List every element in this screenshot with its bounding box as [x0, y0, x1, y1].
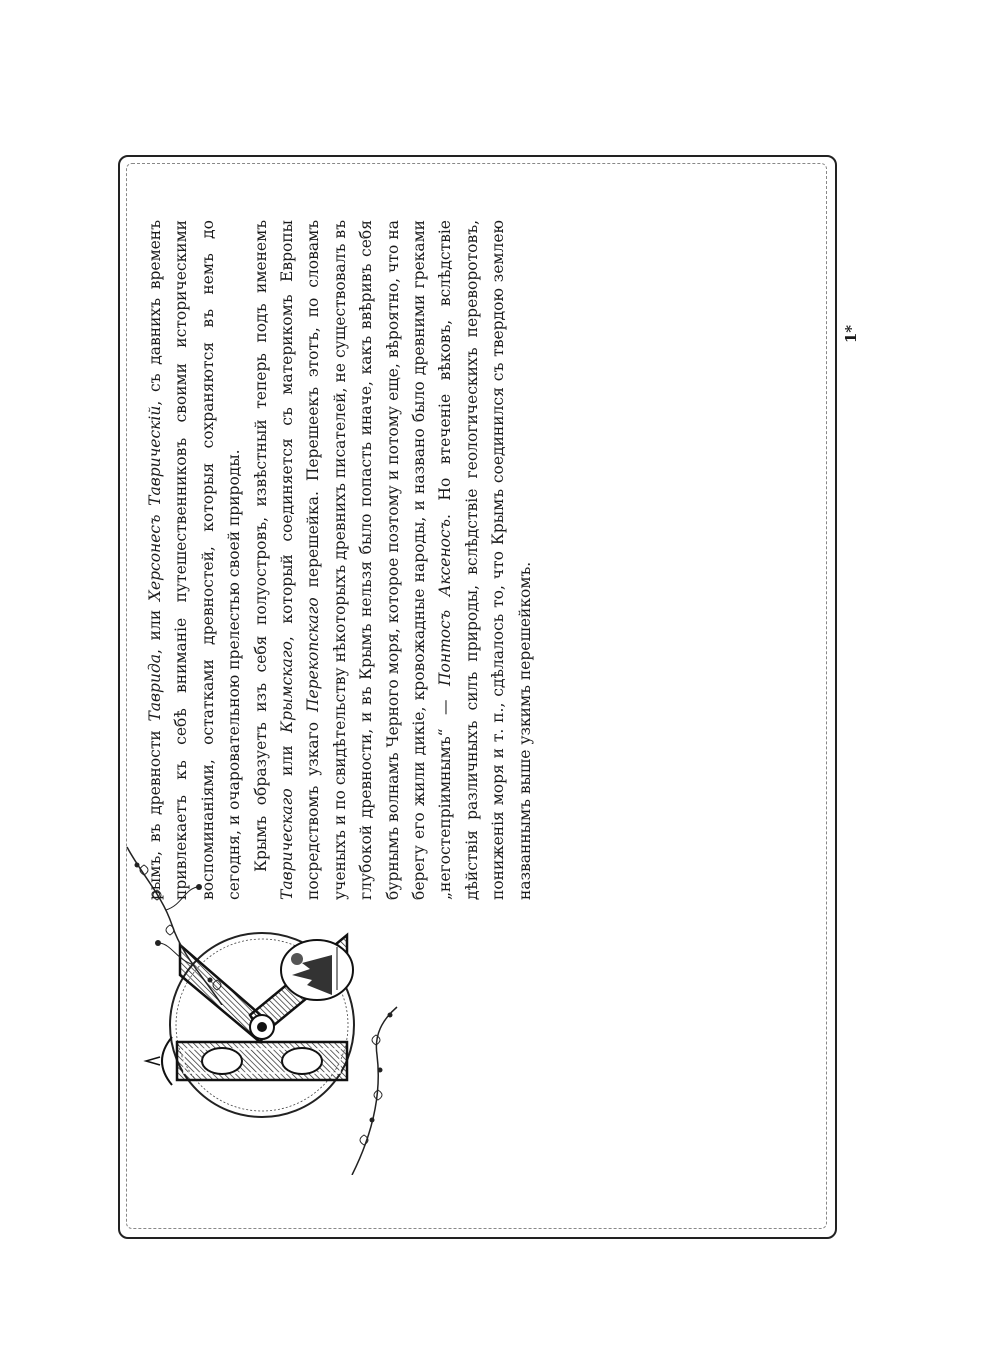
text-run: Таврическаго [278, 788, 297, 900]
illuminated-initial [132, 905, 387, 1155]
text-run: . Но втеченіе вѣковъ, вслѣдствіе дѣйствія различныхъ силъ природы, вслѣдствіе геологическихъ переворотовъ, пониженія моря и т. п., сдѣлалось то, что Крымъ соединился съ твердою землею названнымъ выше узкимъ перешейкомъ. [436, 220, 534, 900]
body-text [142, 220, 538, 900]
text-run: Крымъ образуетъ изъ себя полуостровъ, извѣстный теперь подъ именемъ [251, 220, 270, 872]
text-run: Херсонесъ Таврическій [146, 405, 164, 602]
text-run: Крымскаго [278, 641, 297, 733]
text-run: рымъ, въ древности [146, 721, 164, 900]
text-run: , съ давнихъ временъ привлекаетъ къ себѣ вниманіе путешественниковъ своими историческими воспоминаніями, остатками древностей, которыя сохраняются въ немъ до сегодня, и очаровательною прелестью своей природы. [146, 220, 244, 900]
text-run: Перекопскаго [304, 597, 323, 713]
text-run: перешейка. Перешеекъ этотъ, по словамъ ученыхъ и по свидѣтельству нѣкоторыхъ древнихъ писателей, не существовалъ въ глубокой древности, и въ Крымъ нельзя было попасть иначе, какъ ввѣривъ себя бурнымъ волнамъ Черного моря, которое поэтому и потому еще, вѣроятно, что на берегу его жили дикіе, кровожадные народы, и названо было древними греками „негостепріимнымъ“ — [304, 219, 455, 900]
paragraph-1 [142, 220, 248, 900]
rotated-text-area [142, 200, 702, 1030]
vine-ornament-bottom-icon [342, 1005, 402, 1175]
text-run: , или [146, 601, 164, 654]
paragraph-2 [248, 220, 538, 900]
text-run: , который соединяется съ материкомъ Европы посредствомъ узкаго [278, 220, 323, 900]
page-number: 1* [842, 324, 861, 344]
text-run: или [278, 732, 297, 789]
text-run: Таврида [146, 653, 164, 722]
text-run: Понтосъ Аксеносъ [436, 518, 455, 686]
